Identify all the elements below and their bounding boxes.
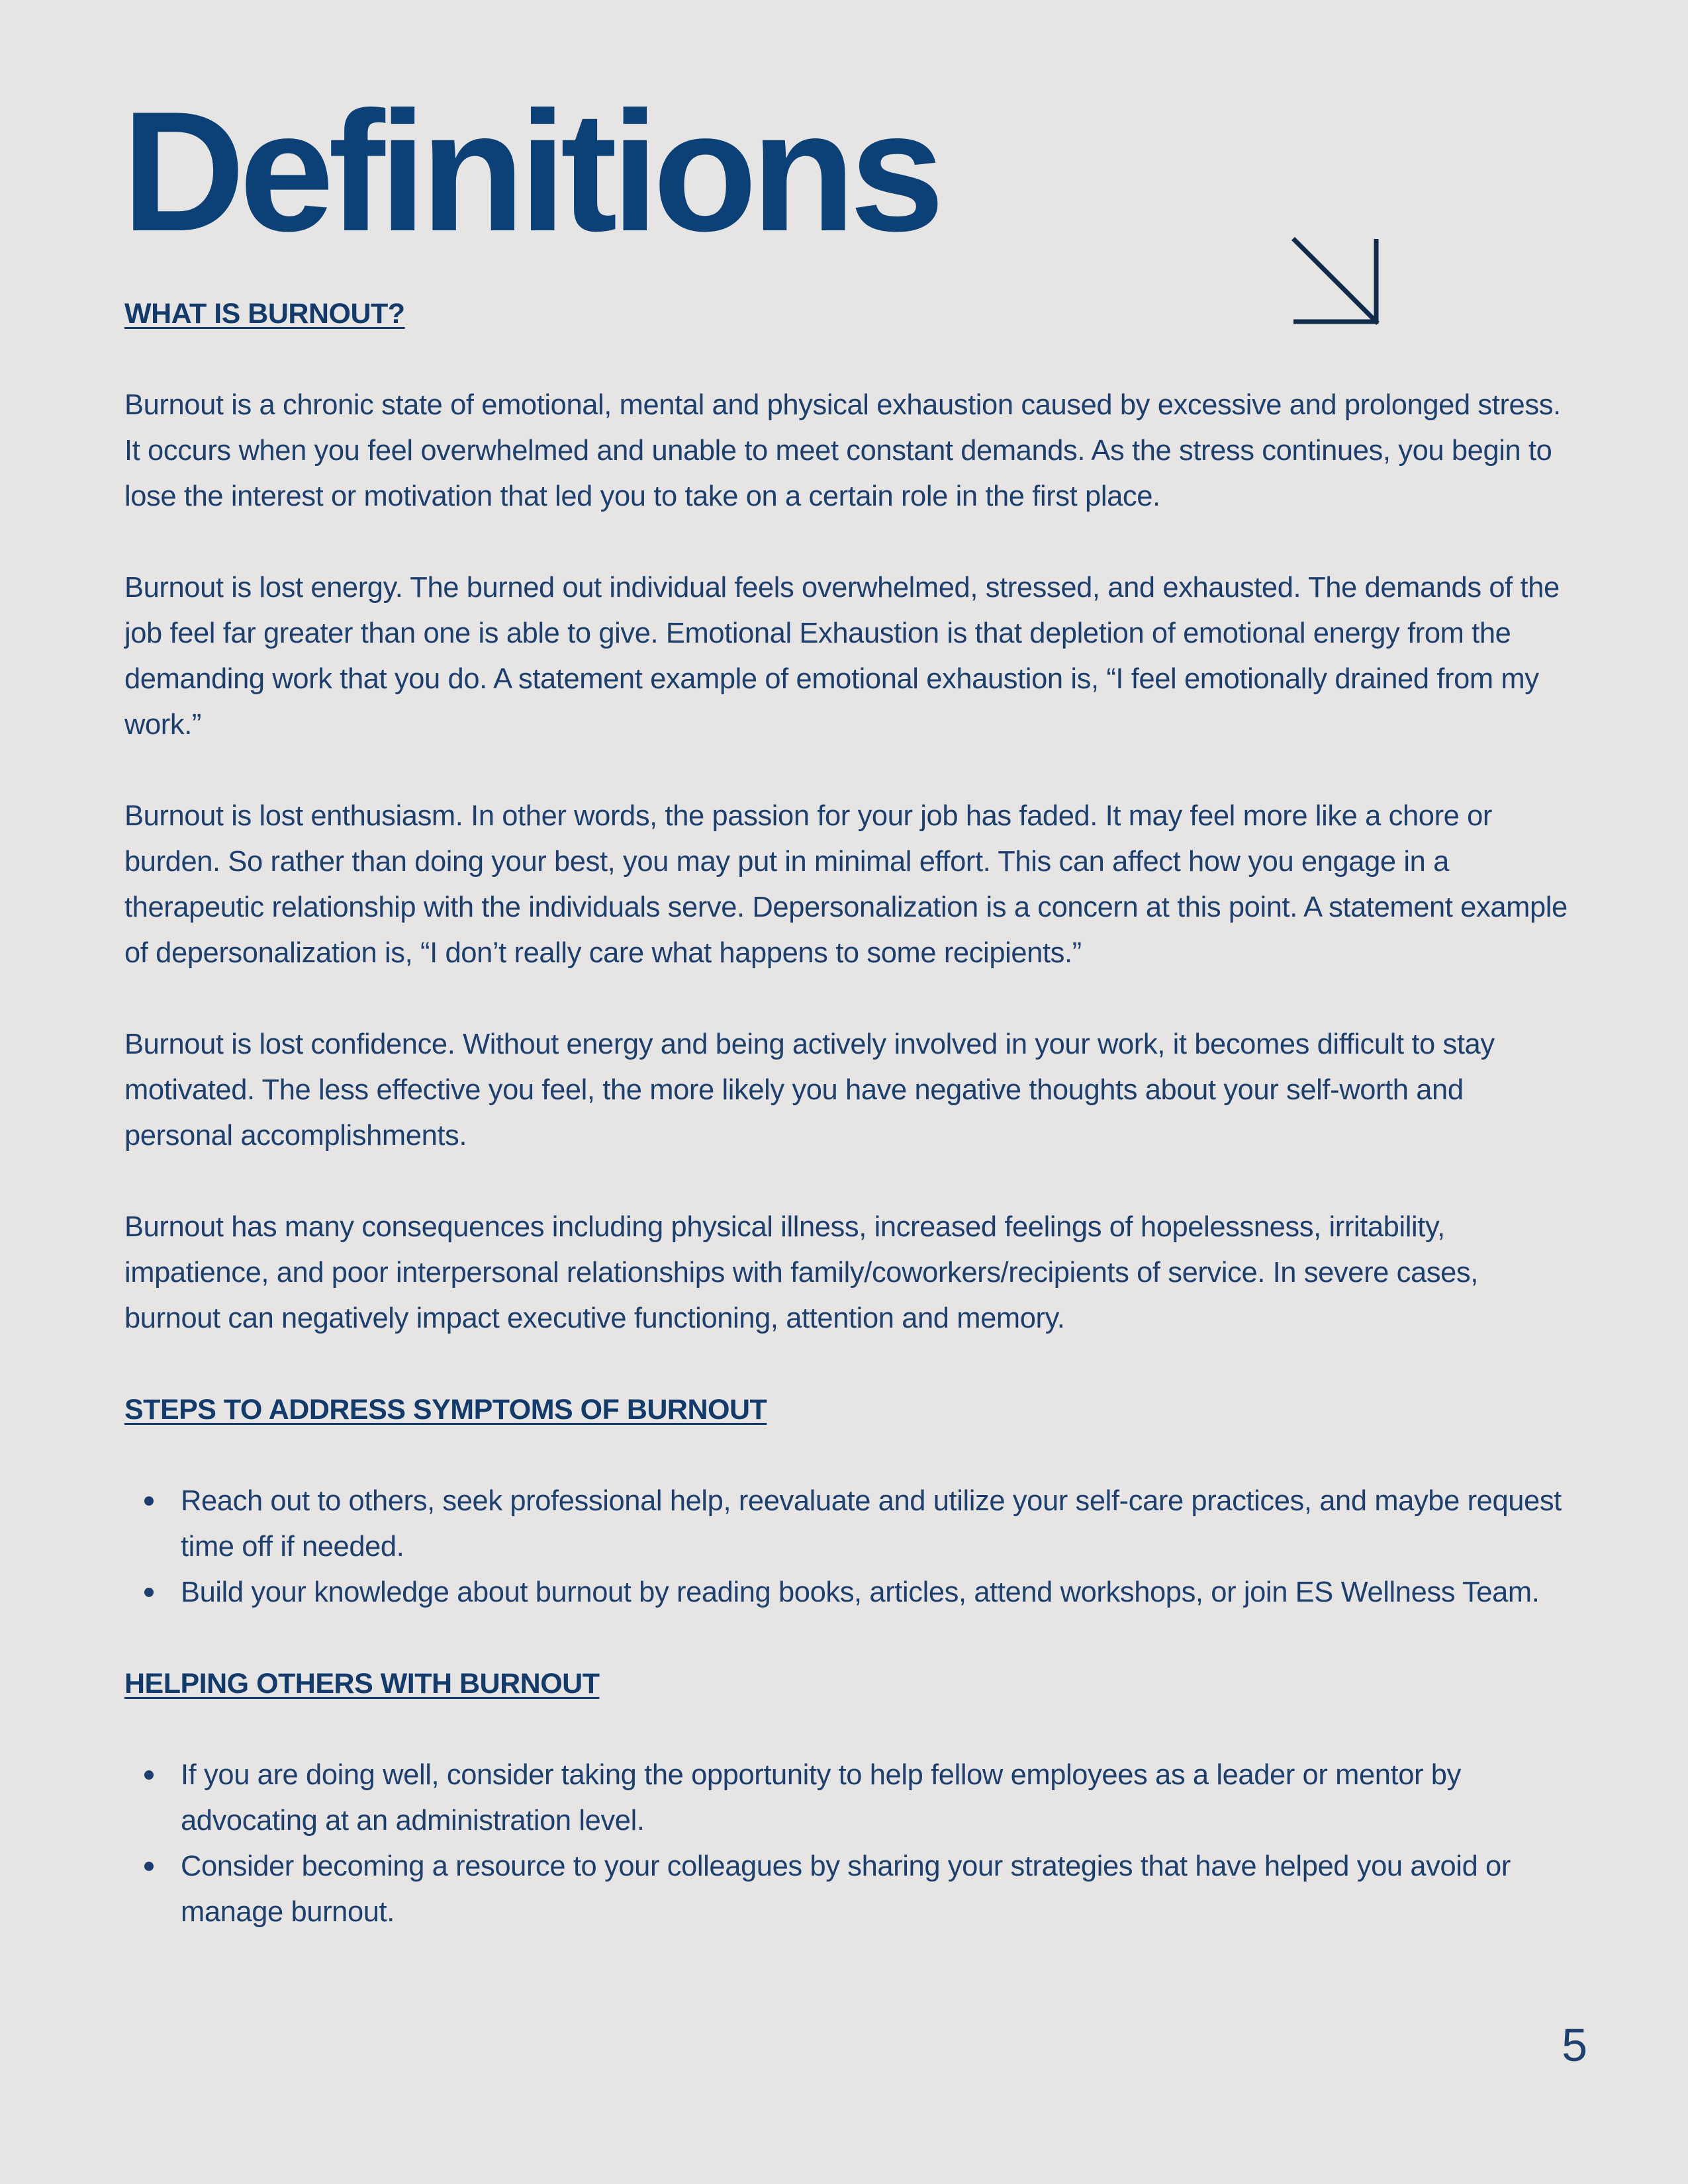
page-title: Definitions — [122, 75, 939, 267]
list-item-text: If you are doing well, consider taking the opportunity to help fellow employees as a leader or mentor by advocating at an administration level. — [181, 1759, 1461, 1837]
page-number: 5 — [1562, 2019, 1587, 2071]
document-body — [124, 291, 1574, 1935]
paragraph-lost-enthusiasm: Burnout is lost enthusiasm. In other words, the passion for your job has faded. It may feel more like a chore or burden. So rather than doing your best, you may put in minimal effort. This can affect how you engage in a therapeutic relationship with the individuals serve. Depersonalization is a concern at this point. A statement example of depersonalization is, “I don’t really care what happens to some recipients.” — [124, 800, 1568, 969]
list-item-text: Consider becoming a resource to your colleagues by sharing your strategies that have helped you avoid or manage burnout. — [181, 1850, 1511, 1928]
steps-list — [124, 1479, 1574, 1615]
heading-helping-others: HELPING OTHERS WITH BURNOUT — [124, 1668, 600, 1700]
spacer — [124, 748, 1574, 794]
list-item — [124, 1570, 1574, 1615]
spacer — [124, 1707, 1574, 1752]
spacer — [124, 1159, 1574, 1205]
spacer — [124, 337, 1574, 383]
list-item — [124, 1752, 1574, 1844]
bullet-icon — [144, 1770, 154, 1780]
paragraph-consequences: Burnout has many consequences including physical illness, increased feelings of hopelessness, irritability, impatience, and poor interpersonal relationships with family/coworkers/recipients of service. In severe cases, burnout can negatively impact executive functioning, attention and memory. — [124, 1211, 1478, 1334]
heading-what-is-burnout: WHAT IS BURNOUT? — [124, 298, 405, 330]
spacer — [124, 520, 1574, 565]
bullet-icon — [144, 1588, 154, 1597]
spacer — [124, 1342, 1574, 1387]
list-item-text: Build your knowledge about burnout by reading books, articles, attend workshops, or join ES Wellness Team. — [181, 1576, 1540, 1608]
spacer — [124, 976, 1574, 1022]
list-item — [124, 1844, 1574, 1935]
list-item-text: Reach out to others, seek professional help, reevaluate and utilize your self-care practices, and maybe request time off if needed. — [181, 1485, 1562, 1563]
spacer — [124, 1615, 1574, 1661]
bullet-icon — [144, 1862, 154, 1871]
heading-steps-to-address: STEPS TO ADDRESS SYMPTOMS OF BURNOUT — [124, 1394, 767, 1426]
paragraph-lost-confidence: Burnout is lost confidence. Without energy and being actively involved in your work, it becomes difficult to stay motivated. The less effective you feel, the more likely you have negative thoughts about your self-worth and personal accomplishments. — [124, 1028, 1495, 1152]
list-item — [124, 1479, 1574, 1570]
spacer — [124, 1433, 1574, 1479]
bullet-icon — [144, 1496, 154, 1506]
paragraph-burnout-definition: Burnout is a chronic state of emotional, mental and physical exhaustion caused by excessive and prolonged stress. It occurs when you feel overwhelmed and unable to meet constant demands. As the stress continues, you begin to lose the interest or motivation that led you to take on a certain role in the first place. — [124, 389, 1561, 512]
helping-others-list — [124, 1752, 1574, 1935]
paragraph-lost-energy: Burnout is lost energy. The burned out individual feels overwhelmed, stressed, and exhausted. The demands of the job feel far greater than one is able to give. Emotional Exhaustion is that depletion of emotional energy from the demanding work that you do. A statement example of emotional exhaustion is, “I feel emotionally drained from my work.” — [124, 572, 1560, 741]
